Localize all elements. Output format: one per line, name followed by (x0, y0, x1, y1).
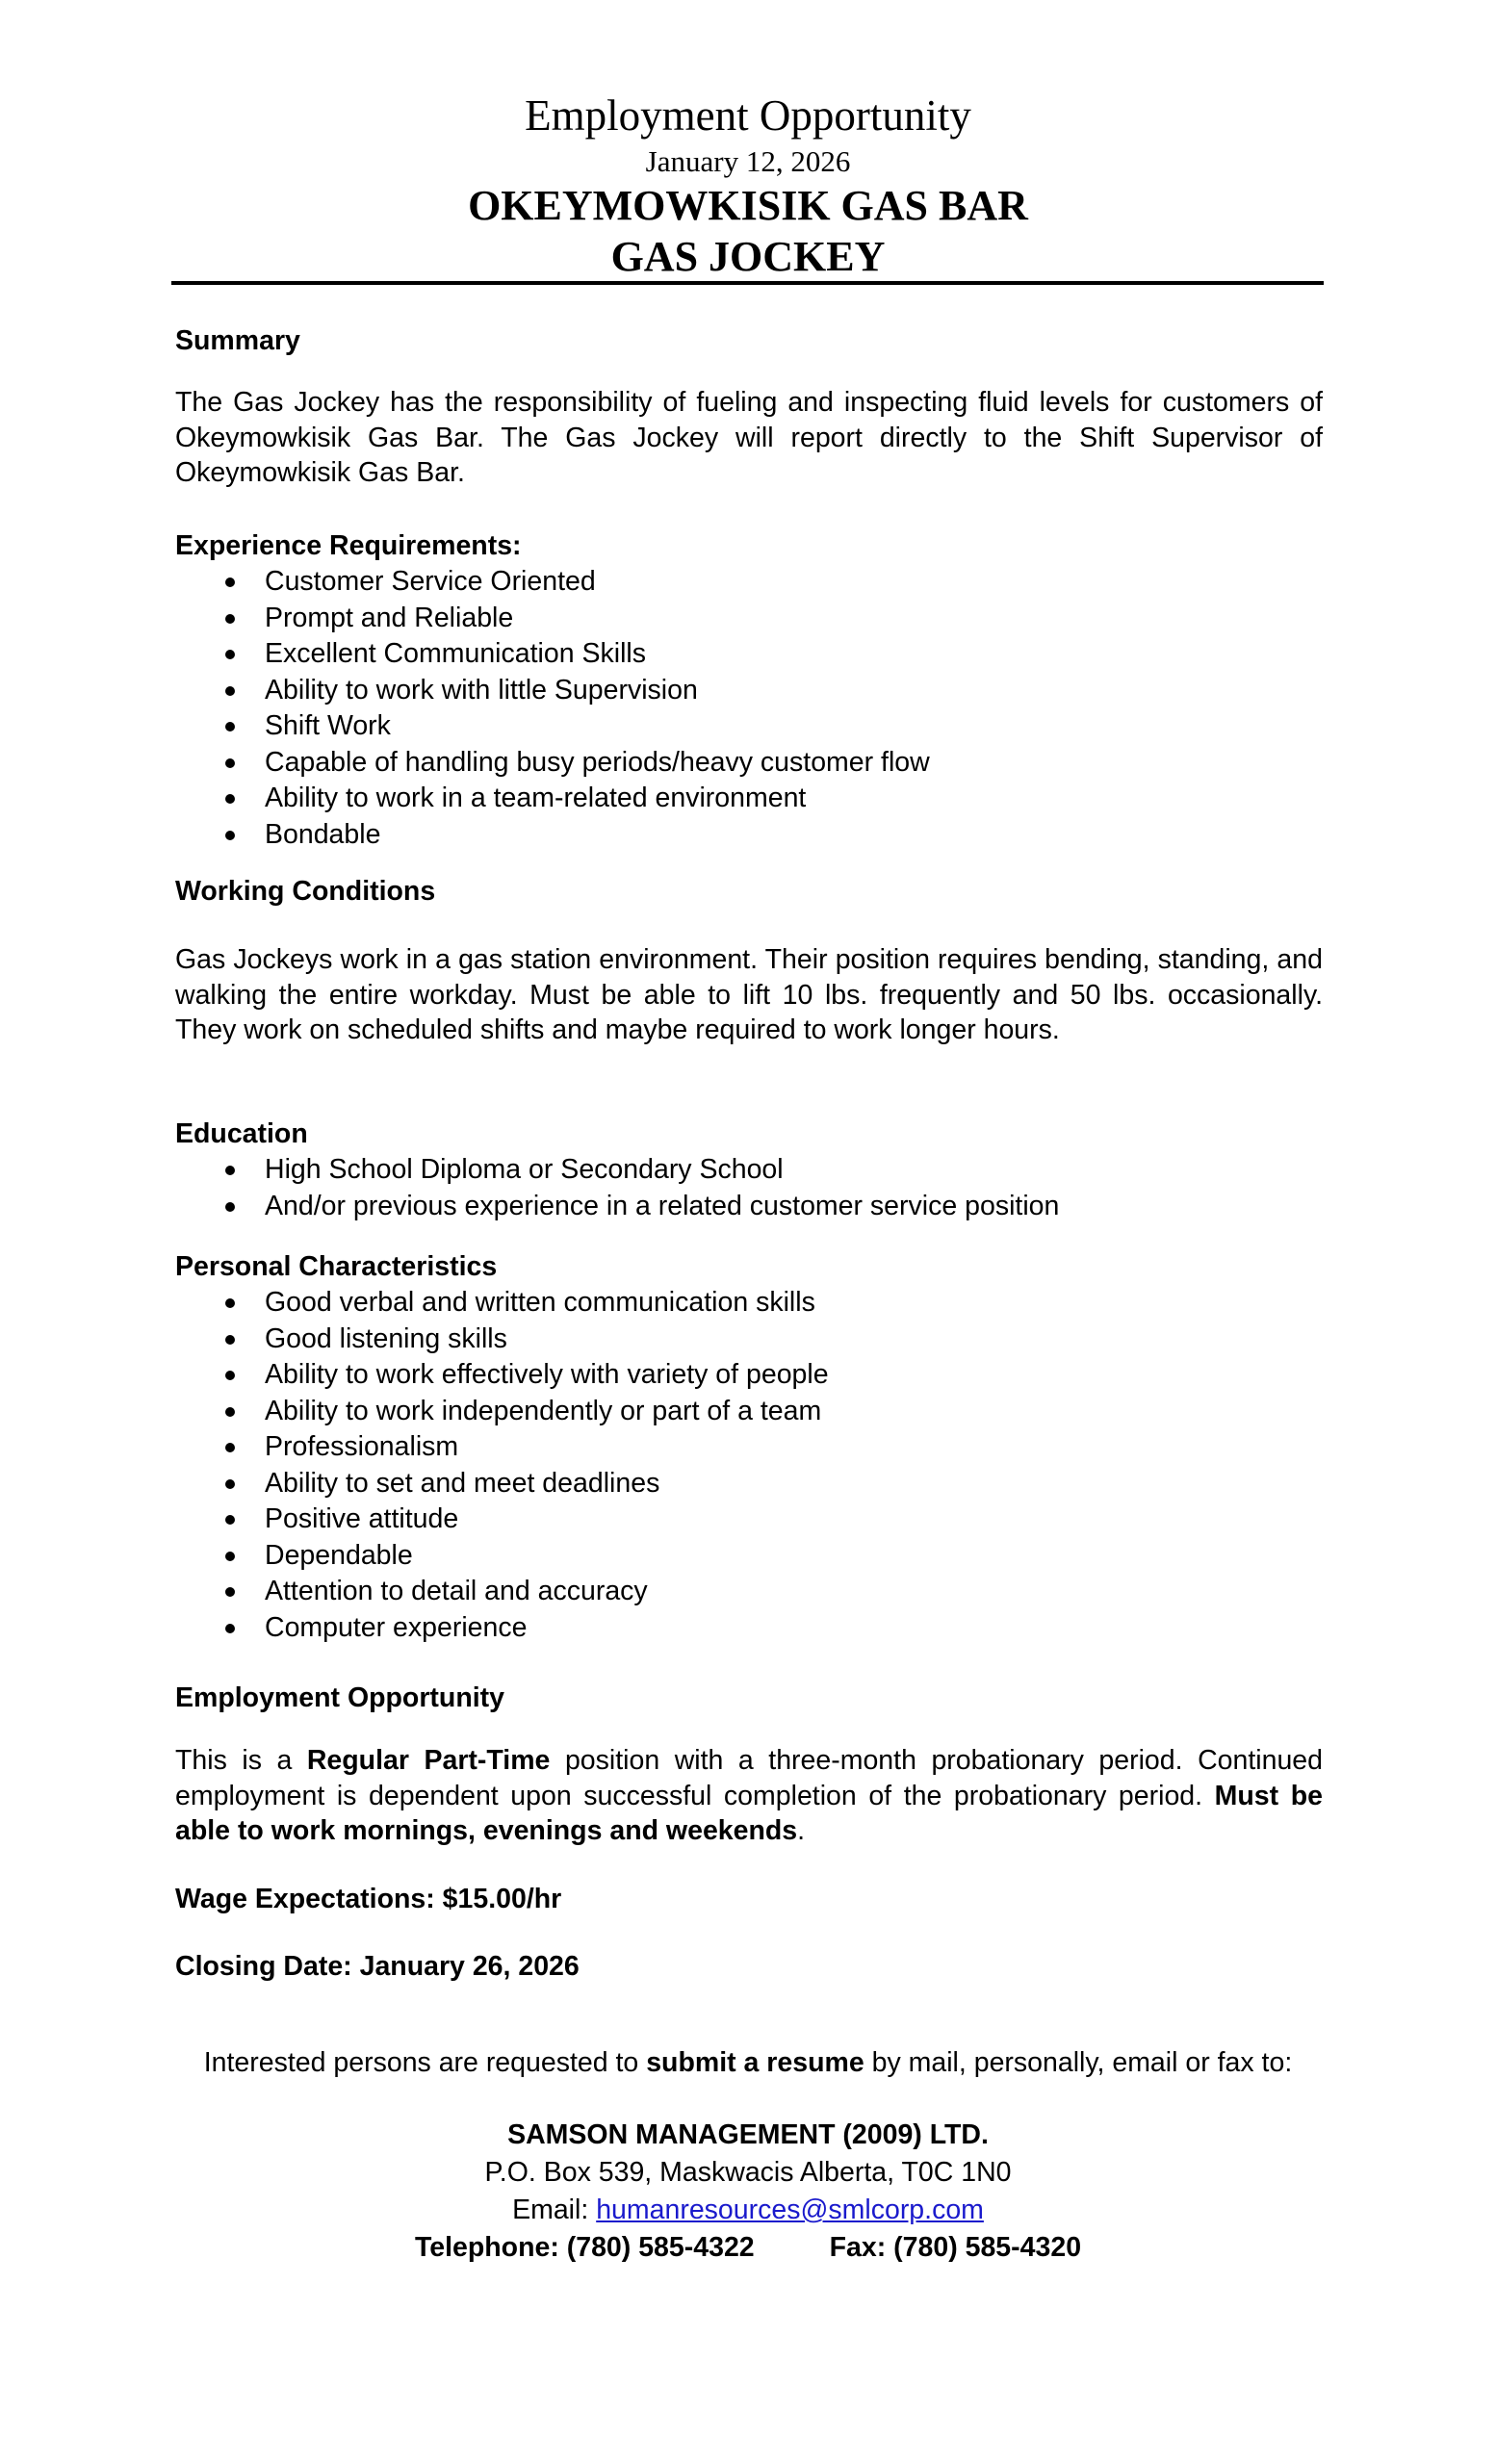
list-item: And/or previous experience in a related customer service position (175, 1189, 1323, 1225)
bullet-icon (225, 831, 235, 840)
contact-email-line: Email: humanresources@smlcorp.com (512, 2194, 984, 2225)
list-item: Professionalism (175, 1429, 1323, 1466)
bullet-icon (225, 1335, 235, 1345)
working-conditions-heading: Working Conditions (175, 876, 436, 907)
header-divider (171, 281, 1324, 285)
bullet-icon (225, 578, 235, 587)
list-item: Excellent Communication Skills (175, 636, 1323, 673)
bullet-icon (225, 1587, 235, 1597)
list-item: Ability to set and meet deadlines (175, 1466, 1323, 1502)
experience-heading: Experience Requirements: (175, 530, 522, 561)
education-list (175, 1152, 1323, 1224)
document-title: Employment Opportunity (525, 91, 971, 140)
bullet-icon (225, 758, 235, 768)
wage-expectations: Wage Expectations: $15.00/hr (175, 1884, 562, 1914)
bullet-icon (225, 614, 235, 624)
personal-list-container (175, 1285, 1323, 1646)
list-item: Bondable (175, 817, 1323, 854)
bullet-icon (225, 650, 235, 659)
company-name: OKEYMOWKISIK GAS BAR (468, 182, 1028, 229)
bullet-icon (225, 1298, 235, 1308)
email-link[interactable]: humanresources@smlcorp.com (596, 2194, 984, 2225)
contact-company-name: SAMSON MANAGEMENT (2009) LTD. (507, 2119, 989, 2150)
list-item: Ability to work in a team-related environment (175, 781, 1323, 817)
telephone-number: Telephone: (780) 585-4322 (414, 2232, 755, 2263)
working-conditions-text: Gas Jockeys work in a gas station environment. Their position requires bending, standing, and walking the entire workday. Must be able to lift 10 lbs. frequently and 50 lbs. occasionally. They work on scheduled shifts and maybe required to work longer hours. (175, 944, 1323, 1045)
bullet-icon (225, 686, 235, 696)
list-item: Customer Service Oriented (175, 564, 1323, 601)
posting-date: January 12, 2026 (645, 144, 851, 178)
list-item: Ability to work effectively with variety of people (175, 1357, 1323, 1394)
bullet-icon (225, 722, 235, 732)
personal-characteristics-list (175, 1285, 1323, 1646)
list-item: Dependable (175, 1538, 1323, 1575)
list-item: Good verbal and written communication skills (175, 1285, 1323, 1322)
bullet-icon (225, 1371, 235, 1380)
education-list-container (175, 1152, 1323, 1224)
bullet-icon (225, 1515, 235, 1525)
position-title: GAS JOCKEY (610, 233, 886, 280)
list-item: Shift Work (175, 708, 1323, 745)
summary-text: The Gas Jockey has the responsibility of fueling and inspecting fluid levels for customers of Okeymowkisik Gas Bar. The Gas Jockey will report directly to the Shift Supervisor of Okeymowkisik Gas Bar. (175, 387, 1323, 488)
bullet-icon (225, 1166, 235, 1175)
employment-opportunity-text: This is a Regular Part-Time position with a three-month probationary period. Continued employment is dependent upon successful completion of the probationary period. Must be able to work mornings, evenings and weekends. (175, 1745, 1324, 1846)
education-heading: Education (175, 1118, 308, 1149)
bullet-icon (225, 1202, 235, 1212)
list-item: High School Diploma or Secondary School (175, 1152, 1323, 1189)
summary-heading: Summary (175, 325, 300, 356)
fax-number: Fax: (780) 585-4320 (829, 2232, 1082, 2263)
employment-opportunity-heading: Employment Opportunity (175, 1682, 504, 1713)
list-item: Ability to work independently or part of a team (175, 1394, 1323, 1430)
employment-type: Regular Part-Time (306, 1745, 551, 1776)
experience-list (175, 564, 1323, 853)
list-item: Good listening skills (175, 1322, 1323, 1358)
contact-phone-fax (0, 2229, 1496, 2266)
list-item: Computer experience (175, 1610, 1323, 1647)
bullet-icon (225, 794, 235, 804)
list-item: Ability to work with little Supervision (175, 673, 1323, 709)
bullet-icon (225, 1479, 235, 1489)
bullet-icon (225, 1552, 235, 1561)
contact-address: P.O. Box 539, Maskwacis Alberta, T0C 1N0 (484, 2157, 1012, 2188)
bullet-icon (225, 1624, 235, 1633)
list-item: Positive attitude (175, 1502, 1323, 1538)
availability-requirement: Must be able to work mornings, evenings and weekends (175, 1780, 1323, 1846)
closing-date: Closing Date: January 26, 2026 (175, 1951, 580, 1982)
personal-characteristics-heading: Personal Characteristics (175, 1251, 498, 1282)
list-item: Capable of handling busy periods/heavy customer flow (175, 745, 1323, 782)
bullet-icon (225, 1443, 235, 1452)
application-instructions: Interested persons are requested to submit a resume by mail, personally, email or fax to: (203, 2047, 1293, 2078)
bullet-icon (225, 1407, 235, 1417)
list-item: Prompt and Reliable (175, 601, 1323, 637)
list-item: Attention to detail and accuracy (175, 1574, 1323, 1610)
experience-list-container (175, 564, 1323, 853)
